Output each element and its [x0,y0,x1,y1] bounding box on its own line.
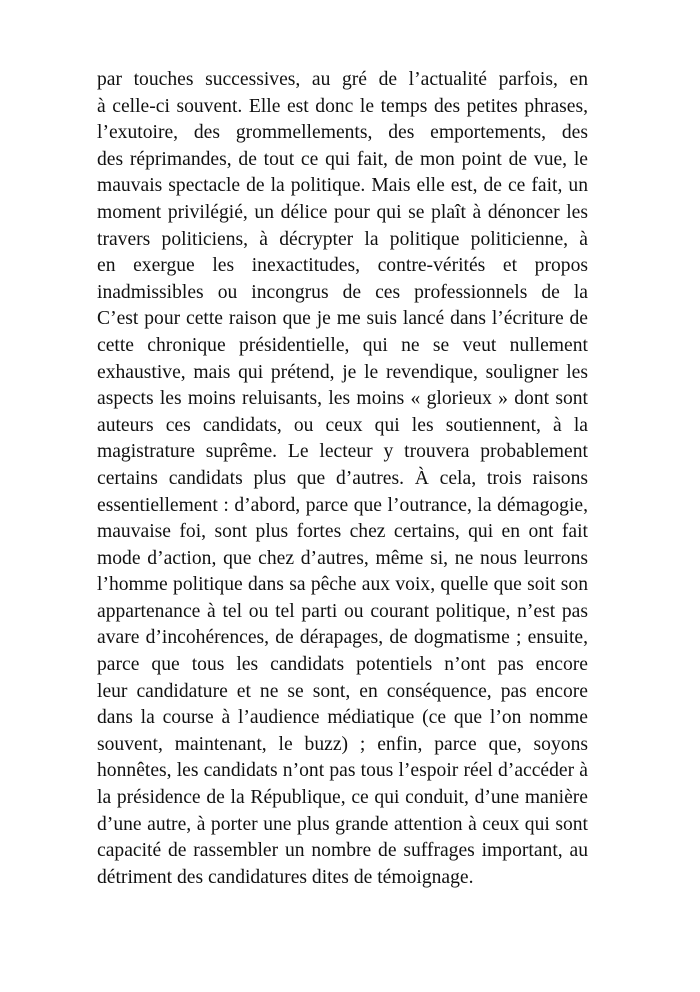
text-line: auteurs ces candidats, ou ceux qui les soutiennent, à la [97,414,588,436]
text-line: d’une autre, à porter une plus grande attention à ceux qui sont [97,813,588,835]
text-line: mode d’action, que chez d’autres, même si, ne nous leurrons [97,547,588,569]
text-line: essentiellement : d’abord, parce que l’outrance, la démagogie, [97,494,588,516]
text-line: aspects les moins reluisants, les moins « glorieux » dont sont [97,388,588,410]
text-line: appartenance à tel ou tel parti ou courant politique, n’est pas [97,600,588,622]
text-line: la présidence de la République, ce qui conduit, d’une manière [97,787,588,809]
text-line: souvent, maintenant, le buzz) ; enfin, parce que, soyons [97,733,588,755]
text-line: leur candidature et ne se sont, en conséquence, pas encore [97,680,588,702]
text-line: honnêtes, les candidats n’ont pas tous l’espoir réel d’accéder à [97,760,588,782]
text-line: mauvaise foi, sont plus fortes chez certains, qui en ont fait [97,521,588,543]
text-line: mauvais spectacle de la politique. Mais elle est, de ce fait, un [97,175,588,197]
text-line: exhaustive, mais qui prétend, je le revendique, souligner les [97,361,588,383]
text-line: dans la course à l’audience médiatique (ce que l’on nomme [97,707,588,729]
text-line: détriment des candidatures dites de témoignage. [97,866,474,888]
text-line: certains candidats plus que d’autres. À cela, trois raisons [97,467,588,489]
text-line: à celle-ci souvent. Elle est donc le temps des petites phrases, [97,95,588,117]
text-line: travers politiciens, à décrypter la politique politicienne, à [97,228,588,250]
text-line: magistrature suprême. Le lecteur y trouvera probablement [97,441,588,463]
text-line: par touches successives, au gré de l’actualité parfois, en [97,69,588,90]
text-line: capacité de rassembler un nombre de suffrages important, au [97,840,588,862]
text-line: avare d’incohérences, de dérapages, de dogmatisme ; ensuite, [97,627,588,649]
text-line: en exergue les inexactitudes, contre-vérités et propos [97,255,588,277]
body-paragraph [97,67,588,891]
text-line: l’exutoire, des grommellements, des emportements, des [97,122,588,144]
text-line: parce que tous les candidats potentiels n’ont pas encore [97,654,588,676]
text-line: l’homme politique dans sa pêche aux voix, quelle que soit son [97,574,588,596]
text-line: cette chronique présidentielle, qui ne se veut nullement [97,334,588,356]
text-line: moment privilégié, un délice pour qui se plaît à dénoncer les [97,201,588,223]
text-line: C’est pour cette raison que je me suis lancé dans l’écriture de [97,308,588,330]
text-line: inadmissibles ou incongrus de ces professionnels de la [97,281,588,303]
text-line: des réprimandes, de tout ce qui fait, de mon point de vue, le [97,148,588,170]
